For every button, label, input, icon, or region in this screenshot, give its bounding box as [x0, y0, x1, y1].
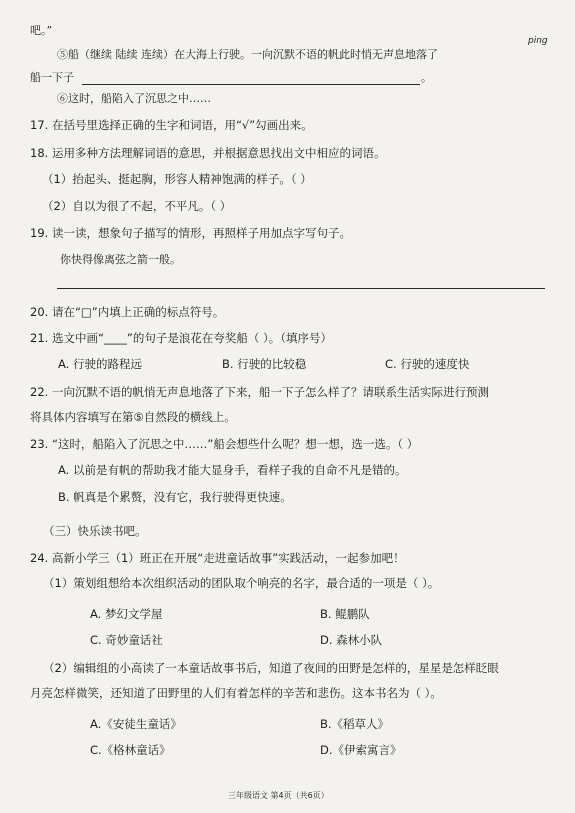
q24-2-option-d[interactable]: D.《伊索寓言》 [320, 743, 402, 757]
paragraph-5-continued: 船一下子 [30, 71, 74, 84]
q24-1-option-c[interactable]: C. 奇妙童话社 [90, 633, 163, 647]
question-21: 21. 选文中画“____”的句子是浪花在夸奖船（ ）。（填序号） [30, 331, 333, 345]
paragraph-5: ⑤船（继续 陆续 连续）在大海上行驶。一向沉默不语的帆此时悄无声息地落了 [57, 48, 438, 61]
question-17: 17. 在括号里选择正确的生字和词语，用“√”勾画出来。 [30, 118, 313, 132]
question-24-sub-2-cont: 月亮怎样微笑，还知道了田野里的人们有着怎样的辛苦和悲伤。这本书名为（ ）。 [30, 686, 442, 700]
q24-1-option-a[interactable]: A. 梦幻文学屋 [90, 607, 163, 621]
question-22-cont: 将具体内容填写在第⑤自然段的横线上。 [30, 410, 236, 424]
answer-line-q22[interactable] [82, 84, 420, 85]
question-19-example: 你快得像离弦之箭一般。 [60, 253, 181, 266]
q24-2-option-a[interactable]: A.《安徒生童话》 [90, 717, 182, 731]
answer-line-q19[interactable] [57, 288, 545, 289]
q24-2-option-b[interactable]: B.《稻草人》 [320, 717, 390, 731]
paragraph-5-end: 。 [421, 71, 432, 84]
page-footer: 三年级语文 第4页（共6页） [228, 791, 329, 800]
pinyin-note: ping [528, 36, 548, 46]
q21-option-b[interactable]: B. 行驶的比较稳 [222, 357, 307, 371]
question-18-item-1: （1）抬起头、挺起胸，形容人精神饱满的样子。（ ） [42, 172, 312, 186]
passage-fragment: 吧。” [30, 24, 53, 37]
question-22: 22. 一向沉默不语的帆悄无声息地落了下来，船一下子怎么样了？请联系生活实际进行预测 [30, 385, 489, 399]
question-24-sub-2: （2）编辑组的小高读了一本童话故事书后，知道了夜间的田野是怎样的，星星是怎样眨眼 [43, 661, 499, 675]
q24-2-option-c[interactable]: C.《格林童话》 [90, 743, 171, 757]
question-18: 18. 运用多种方法理解词语的意思，并根据意思找出文中相应的词语。 [30, 146, 386, 160]
question-23: 23. “这时，船陷入了沉思之中……”船会想些什么呢？想一想，选一选。（ ） [30, 437, 419, 451]
q21-option-c[interactable]: C. 行驶的速度快 [385, 357, 470, 371]
q24-1-option-d[interactable]: D. 森林小队 [320, 633, 383, 647]
question-18-item-2: （2）自以为很了不起，不平凡。（ ） [42, 199, 232, 213]
q23-option-b[interactable]: B. 帆真是个累赘，没有它，我行驶得更快速。 [58, 490, 292, 504]
paragraph-6: ⑥这时，船陷入了沉思之中…… [57, 92, 211, 105]
q23-option-a[interactable]: A. 以前是有帆的帮助我才能大显身手，看样子我的自命不凡是错的。 [58, 463, 407, 477]
question-24-sub-1: （1）策划组想给本次组织活动的团队取个响亮的名字，最合适的一项是（ ）。 [43, 576, 440, 590]
question-24: 24. 高新小学三（1）班正在开展“走进童话故事”实践活动，一起参加吧！ [30, 551, 405, 565]
section-3-heading: （三）快乐读书吧。 [43, 524, 147, 538]
q21-option-a[interactable]: A. 行驶的路程远 [58, 357, 142, 371]
question-19: 19. 读一读，想象句子描写的情形，再照样子用加点字写句子。 [30, 226, 351, 240]
q24-1-option-b[interactable]: B. 鲲鹏队 [320, 607, 370, 621]
question-20: 20. 请在“□”内填上正确的标点符号。 [30, 305, 225, 319]
